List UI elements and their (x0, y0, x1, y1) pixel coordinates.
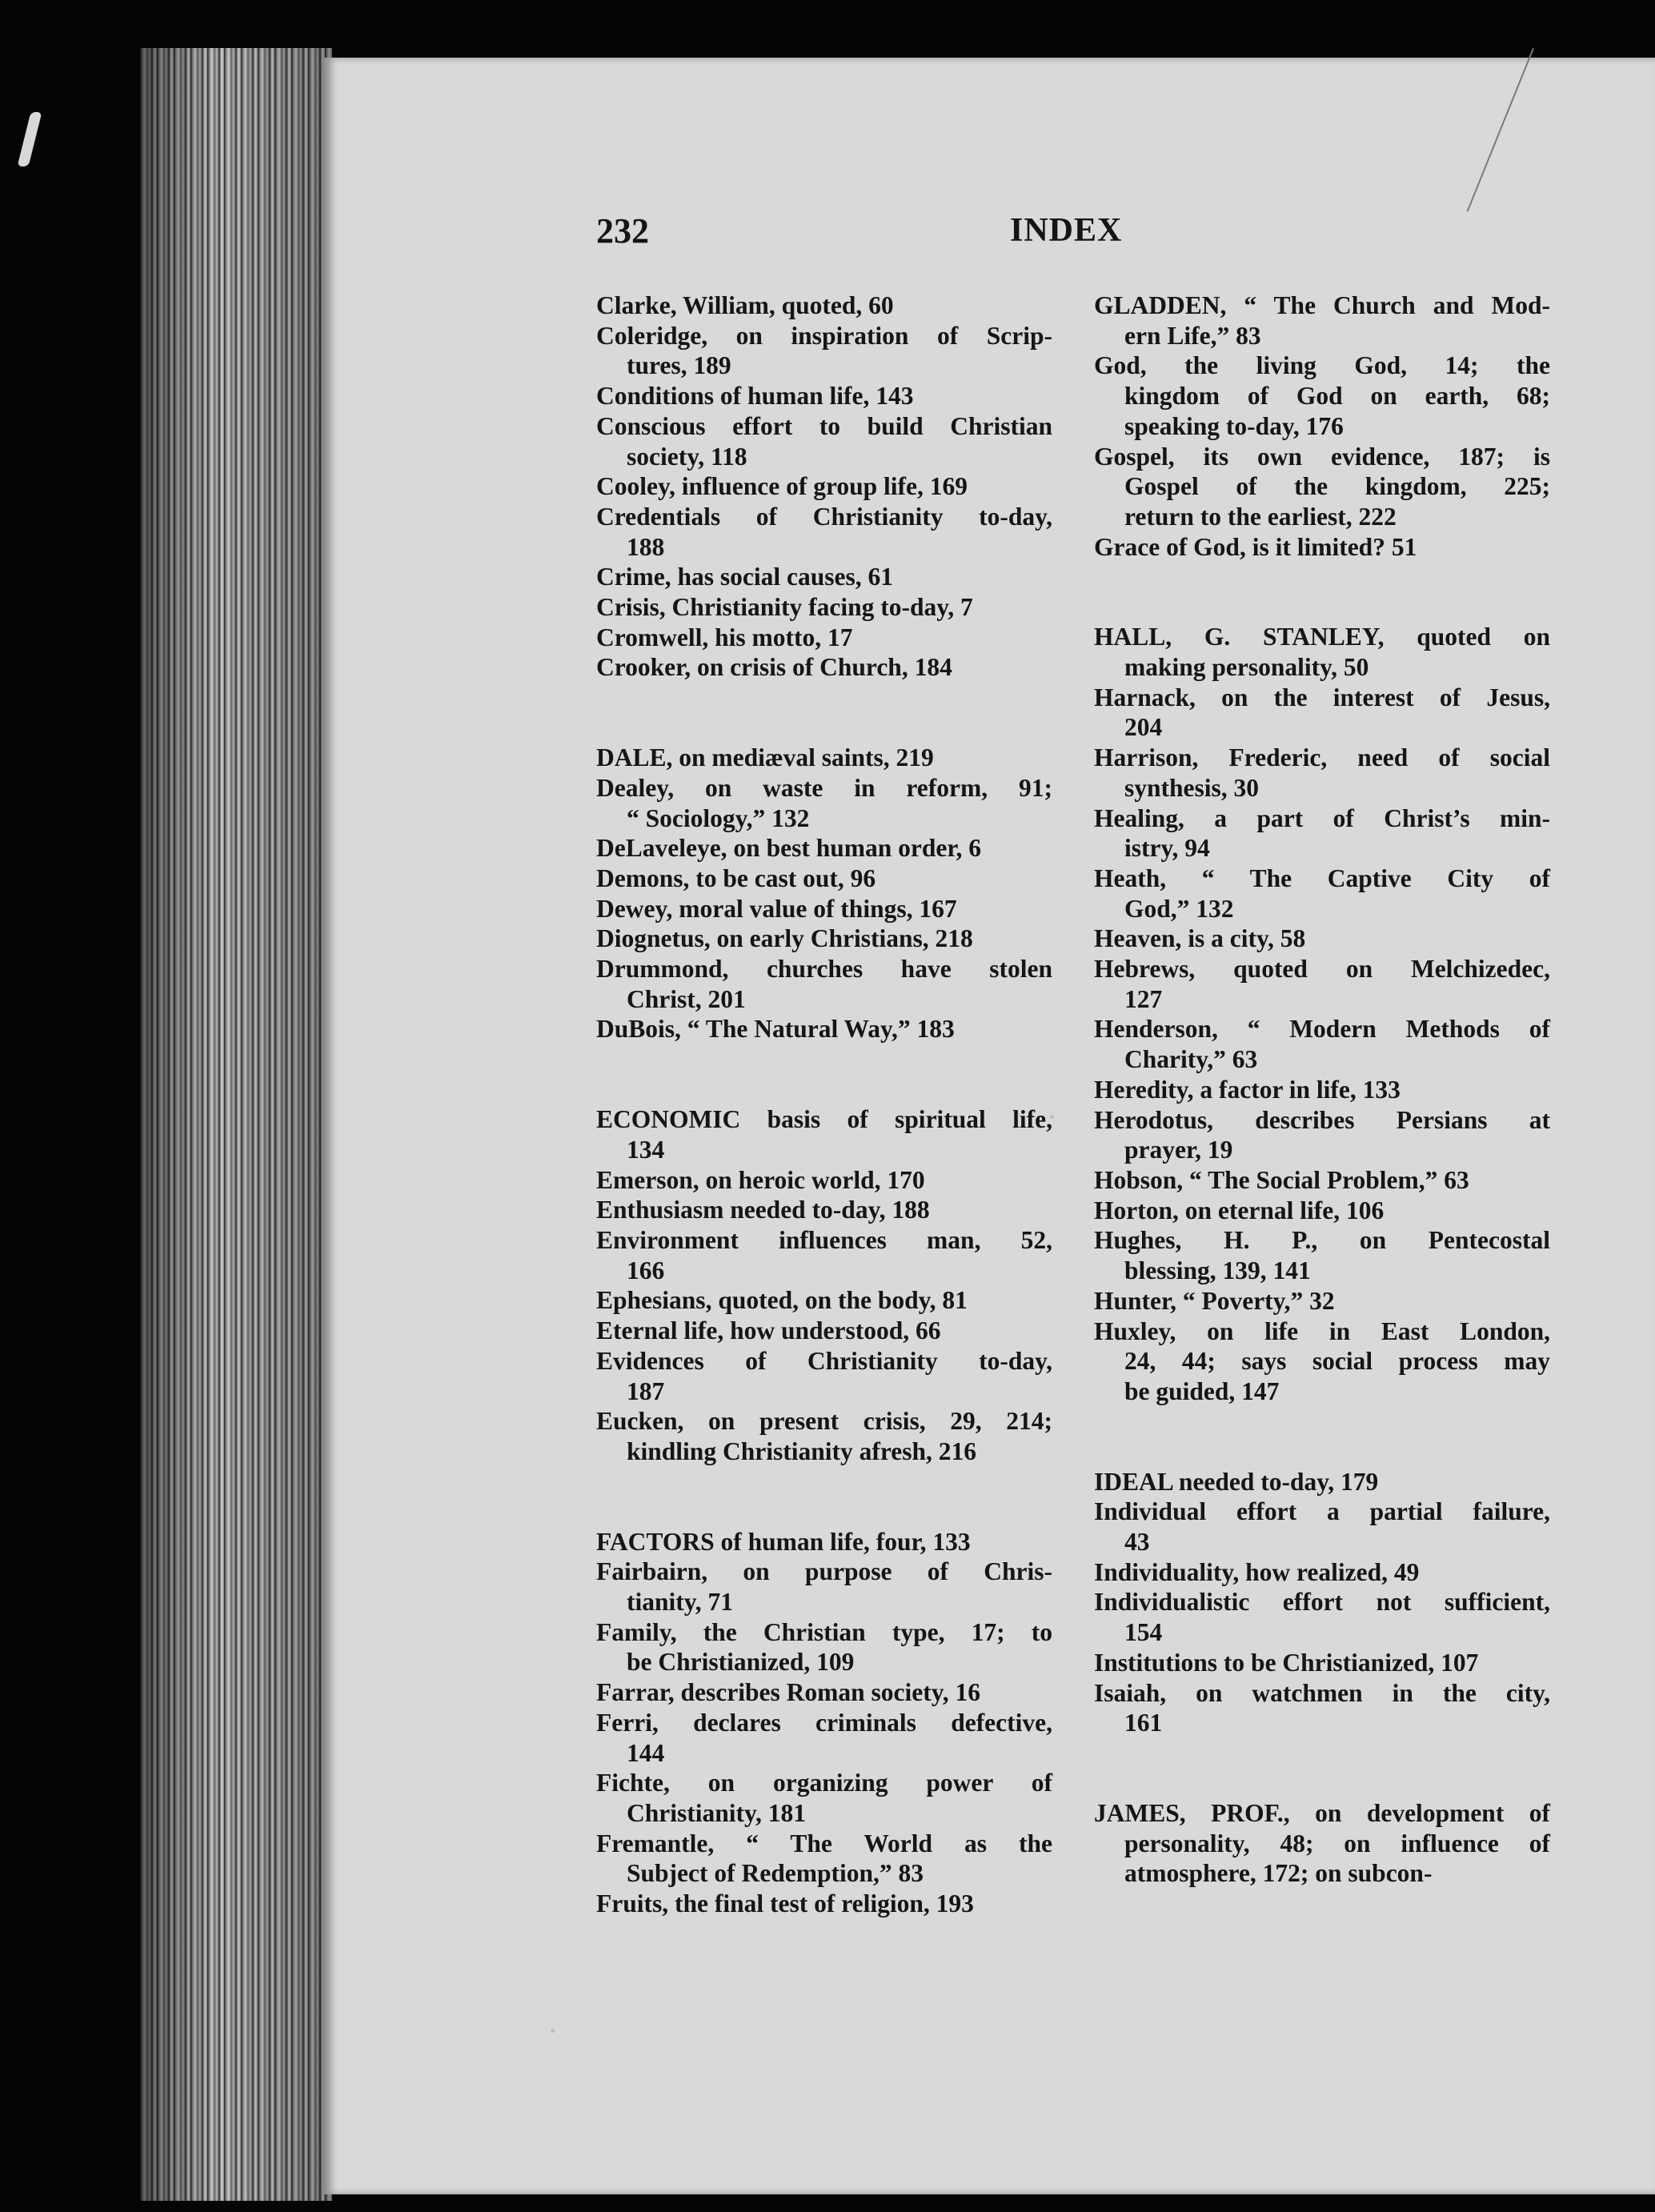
index-entry (596, 471, 1052, 502)
index-entry-line: Huxley, on life in East London, (1094, 1316, 1550, 1345)
index-entry (1094, 351, 1550, 441)
index-entry-line: tures, 189 (627, 351, 731, 380)
index-entry-line: synthesis, 30 (1124, 773, 1260, 802)
index-entry (1094, 1165, 1550, 1196)
index-entry (596, 321, 1052, 381)
index-entry-line: Charity,” 63 (1124, 1045, 1258, 1074)
index-entry-line: 161 (1124, 1709, 1163, 1737)
index-entry-line: society, 118 (627, 442, 747, 471)
index-entry-line: Fruits, the final test of religion, 193 (596, 1889, 974, 1918)
index-entry-line: Crisis, Christianity facing to-day, 7 (596, 593, 973, 622)
index-entry (1094, 1587, 1550, 1647)
index-entry (1094, 1497, 1550, 1557)
index-entry (596, 924, 1052, 954)
index-entry-line: Institutions to be Christianized, 107 (1094, 1648, 1479, 1677)
index-entry-line: Ferri, declares criminals defective, (596, 1708, 1052, 1737)
index-entry-line: Ephesians, quoted, on the body, 81 (596, 1286, 968, 1315)
index-entry-line: 188 (627, 532, 665, 561)
index-entry (1094, 291, 1550, 351)
index-column-right (1094, 291, 1550, 1889)
index-entry-line: Gospel, its own evidence, 187; is (1094, 442, 1550, 471)
section-gap (1094, 1738, 1550, 1798)
index-entry (596, 411, 1052, 471)
index-entry-line: making personality, 50 (1124, 653, 1369, 682)
index-entry (596, 1346, 1052, 1406)
index-entry (1094, 803, 1550, 864)
index-entry-line: atmosphere, 172; on subcon- (1124, 1859, 1433, 1888)
index-entry (596, 1014, 1052, 1044)
index-entry (1094, 954, 1550, 1014)
index-entry (596, 592, 1052, 623)
index-entry-line: istry, 94 (1124, 834, 1210, 863)
index-entry (596, 773, 1052, 833)
index-entry-line: 204 (1124, 713, 1163, 742)
index-entry-line: Emerson, on heroic world, 170 (596, 1165, 925, 1194)
page-edge-shadow (140, 48, 332, 2201)
index-entry (596, 1677, 1052, 1708)
index-entry-line: Farrar, describes Roman society, 16 (596, 1678, 981, 1707)
index-column-left (596, 291, 1052, 1919)
index-entry (1094, 1196, 1550, 1226)
index-entry-line: Christianity, 181 (627, 1798, 807, 1827)
index-entry (596, 1708, 1052, 1768)
index-entry-line: 43 (1124, 1528, 1150, 1557)
index-entry-line: speaking to-day, 176 (1124, 411, 1344, 440)
index-entry (1094, 1316, 1550, 1407)
index-entry-line: 166 (627, 1256, 665, 1284)
index-entry-line: prayer, 19 (1124, 1136, 1233, 1164)
index-entry-line: kingdom of God on earth, 68; (1124, 382, 1550, 411)
index-entry (596, 1617, 1052, 1677)
index-entry (596, 381, 1052, 411)
index-entry-line: Heath, “ The Captive City of (1094, 864, 1550, 892)
index-entry-line: Coleridge, on inspiration of Scrip- (596, 321, 1052, 350)
index-entry (596, 743, 1052, 773)
index-entry-line: Harnack, on the interest of Jesus, (1094, 683, 1550, 711)
index-entry (596, 1316, 1052, 1346)
speck (551, 2029, 555, 2033)
index-entry-line: Subject of Redemption,” 83 (627, 1859, 924, 1888)
index-entry (1094, 743, 1550, 803)
index-entry-line: Hunter, “ Poverty,” 32 (1094, 1286, 1335, 1315)
index-entry-line: Dewey, moral value of things, 167 (596, 894, 957, 923)
index-entry-line: 134 (627, 1135, 665, 1164)
index-entry (596, 291, 1052, 321)
index-entry-line: Conscious effort to build Christian (596, 411, 1052, 440)
index-entry-line: Hughes, H. P., on Pentecostal (1094, 1226, 1550, 1255)
index-entry-line: Dealey, on waste in reform, 91; (596, 773, 1052, 802)
index-entry-line: Hebrews, quoted on Melchizedec, (1094, 955, 1550, 984)
index-entry-line: Cromwell, his motto, 17 (596, 623, 853, 651)
index-entry-line: DALE, on mediæval saints, 219 (596, 743, 934, 772)
index-entry (1094, 924, 1550, 954)
index-entry-line: JAMES, PROF., on development of (1094, 1798, 1550, 1827)
index-entry-line: “ Sociology,” 132 (627, 803, 810, 832)
section-gap (596, 1044, 1052, 1104)
index-entry (1094, 622, 1550, 682)
index-entry (1094, 1467, 1550, 1497)
index-entry (1094, 1286, 1550, 1316)
index-entry-line: return to the earliest, 222 (1124, 502, 1397, 531)
index-entry-line: Environment influences man, 52, (596, 1225, 1052, 1254)
index-entry-line: Fairbairn, on purpose of Chris- (596, 1557, 1052, 1586)
index-entry-line: 154 (1124, 1618, 1163, 1647)
index-entry-line: Conditions of human life, 143 (596, 382, 914, 411)
section-gap (1094, 562, 1550, 622)
index-entry (596, 1527, 1052, 1557)
index-entry-line: Individuality, how realized, 49 (1094, 1557, 1420, 1586)
index-entry (596, 833, 1052, 864)
index-entry-line: 127 (1124, 984, 1163, 1013)
index-entry (1094, 1798, 1550, 1889)
index-entry-line: Enthusiasm needed to-day, 188 (596, 1196, 930, 1224)
index-entry (1094, 1014, 1550, 1074)
index-entry-line: Healing, a part of Christ’s min- (1094, 803, 1550, 832)
index-entry-line: Clarke, William, quoted, 60 (596, 291, 894, 319)
index-entry (596, 1829, 1052, 1889)
index-entry-line: God, the living God, 14; the (1094, 351, 1550, 380)
index-entry-line: Hobson, “ The Social Problem,” 63 (1094, 1165, 1469, 1194)
index-entry-line: Individual effort a partial failure, (1094, 1497, 1550, 1526)
index-entry (596, 1165, 1052, 1196)
index-entry-line: IDEAL needed to-day, 179 (1094, 1467, 1379, 1496)
section-gap (596, 683, 1052, 743)
index-entry-line: Fichte, on organizing power of (596, 1769, 1052, 1797)
page-number: 232 (596, 211, 649, 250)
index-entry-line: Cooley, influence of group life, 169 (596, 472, 968, 501)
index-entry (596, 1104, 1052, 1164)
index-entry (596, 954, 1052, 1014)
index-entry (596, 894, 1052, 924)
index-entry-line: Horton, on eternal life, 106 (1094, 1196, 1385, 1224)
index-entry-line: Family, the Christian type, 17; to (596, 1617, 1052, 1646)
index-entry-line: Henderson, “ Modern Methods of (1094, 1015, 1550, 1044)
index-entry-line: God,” 132 (1124, 894, 1234, 923)
index-entry (596, 1406, 1052, 1466)
index-entry (1094, 1678, 1550, 1738)
index-entry (596, 1285, 1052, 1316)
index-entry-line: Fremantle, “ The World as the (596, 1829, 1052, 1857)
index-entry-line: blessing, 139, 141 (1124, 1256, 1311, 1285)
index-entry (596, 502, 1052, 562)
index-entry-line: be guided, 147 (1124, 1376, 1280, 1405)
index-entry-line: Grace of God, is it limited? 51 (1094, 532, 1417, 561)
index-entry-line: Crime, has social causes, 61 (596, 563, 893, 591)
index-entry (596, 864, 1052, 894)
index-entry-line: GLADDEN, “ The Church and Mod- (1094, 291, 1550, 319)
index-entry-line: be Christianized, 109 (627, 1648, 855, 1677)
running-head: INDEX (1010, 212, 1123, 249)
index-entry (1094, 442, 1550, 532)
index-entry-line: HALL, G. STANLEY, quoted on (1094, 623, 1550, 651)
margin-mark (18, 112, 42, 166)
index-entry (1094, 1075, 1550, 1105)
index-entry-line: Demons, to be cast out, 96 (596, 864, 876, 892)
index-entry-line: Christ, 201 (627, 984, 746, 1013)
index-entry-line: ern Life,” 83 (1124, 321, 1261, 350)
index-entry (596, 1195, 1052, 1225)
section-gap (1094, 1407, 1550, 1467)
index-entry-line: FACTORS of human life, four, 133 (596, 1527, 971, 1556)
index-entry (1094, 1648, 1550, 1678)
index-entry-line: 187 (627, 1376, 665, 1405)
index-entry-line: Harrison, Frederic, need of social (1094, 743, 1550, 772)
index-entry-line: DuBois, “ The Natural Way,” 183 (596, 1015, 955, 1044)
index-entry-line: DeLaveleye, on best human order, 6 (596, 834, 981, 863)
index-entry-line: Gospel of the kingdom, 225; (1124, 472, 1550, 501)
index-entry-line: 24, 44; says social process may (1124, 1347, 1550, 1376)
index-entry (596, 1889, 1052, 1919)
index-entry-line: Drummond, churches have stolen (596, 955, 1052, 984)
index-entry (1094, 864, 1550, 924)
index-entry (1094, 1105, 1550, 1165)
index-entry (596, 652, 1052, 683)
index-entry-line: tianity, 71 (627, 1588, 734, 1617)
index-entry-line: Evidences of Christianity to-day, (596, 1346, 1052, 1375)
index-entry-line: Heredity, a factor in life, 133 (1094, 1075, 1401, 1104)
index-entry-line: kindling Christianity afresh, 216 (627, 1437, 977, 1465)
index-entry-line: Individualistic effort not sufficient, (1094, 1588, 1550, 1617)
index-entry (596, 623, 1052, 653)
index-entry (1094, 1557, 1550, 1588)
index-entry-line: Crooker, on crisis of Church, 184 (596, 653, 952, 682)
index-entry-line: personality, 48; on influence of (1124, 1829, 1550, 1857)
index-entry (596, 1225, 1052, 1285)
index-entry-line: Eternal life, how understood, 66 (596, 1316, 941, 1345)
index-entry (596, 562, 1052, 592)
index-entry-line: 144 (627, 1738, 665, 1767)
index-entry-line: Herodotus, describes Persians at (1094, 1105, 1550, 1134)
index-entry-line: Credentials of Christianity to-day, (596, 502, 1052, 531)
index-entry (596, 1768, 1052, 1828)
index-entry-line: Heaven, is a city, 58 (1094, 924, 1306, 953)
index-entry (596, 1557, 1052, 1617)
index-entry (1094, 1225, 1550, 1285)
index-entry-line: Eucken, on present crisis, 29, 214; (596, 1407, 1052, 1436)
section-gap (596, 1467, 1052, 1527)
index-entry-line: ECONOMIC basis of spiritual life, (596, 1105, 1052, 1134)
index-entry (1094, 683, 1550, 743)
index-entry-line: Diognetus, on early Christians, 218 (596, 924, 973, 953)
index-entry-line: Isaiah, on watchmen in the city, (1094, 1678, 1550, 1707)
index-entry (1094, 532, 1550, 563)
